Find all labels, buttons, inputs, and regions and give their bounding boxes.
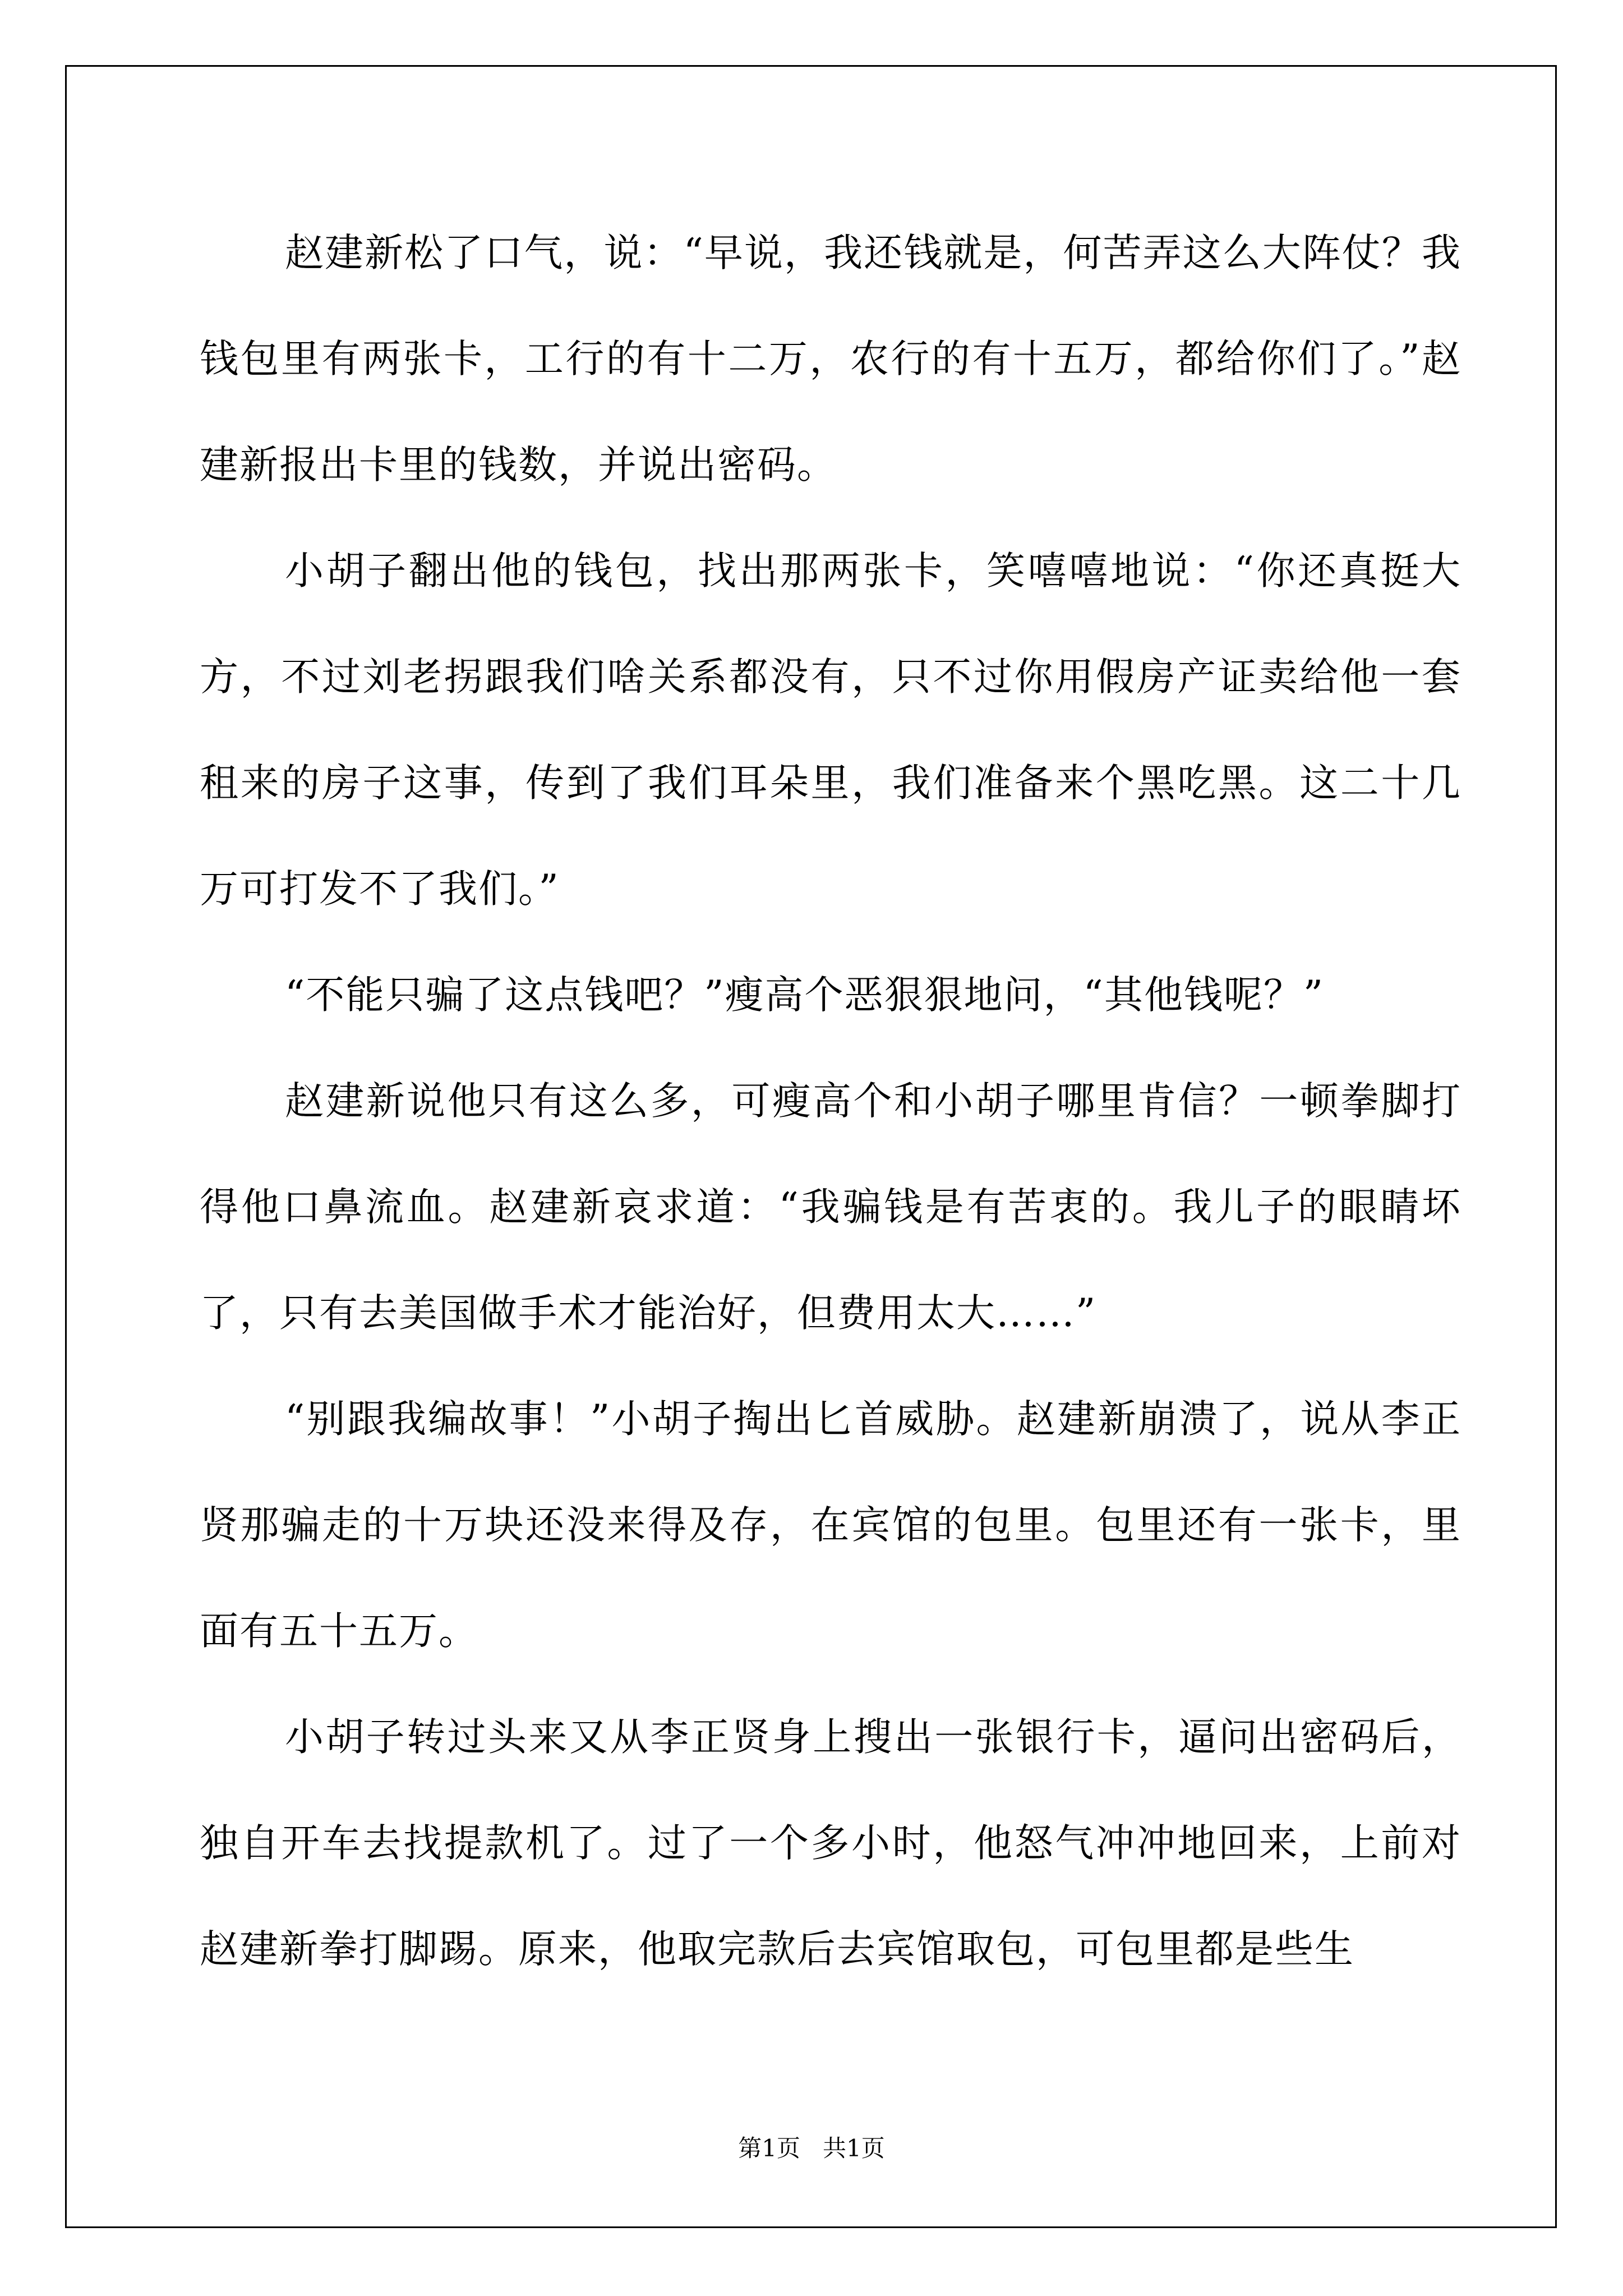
- paragraph: 小胡子翻出他的钱包，找出那两张卡，笑嘻嘻地说：“你还真挺大方，不过刘老拐跟我们啥关系都没有，只不过你用假房产证卖给他一套租来的房子这事，传到了我们耳朵里，我们准备来个黑吃黑。这二十几万可打发不了我们。”: [200, 549, 1461, 912]
- paragraph: 赵建新说他只有这么多，可瘦高个和小胡子哪里肯信？一顿拳脚打得他口鼻流血。赵建新哀求道：“我骗钱是有苦衷的。我儿子的眼睛坏了，只有去美国做手术才能治好，但费用太大……”: [200, 1079, 1461, 1336]
- page-total: 共1页: [823, 2134, 885, 2162]
- page-footer: [0, 2130, 1623, 2164]
- paragraph: 赵建新松了口气，说：“早说，我还钱就是，何苦弄这么大阵仗？我钱包里有两张卡，工行的有十二万，农行的有十五万，都给你们了。”赵建新报出卡里的钱数，并说出密码。: [200, 231, 1461, 487]
- page-number: 第1页: [738, 2134, 800, 2162]
- paragraph: 小胡子转过头来又从李正贤身上搜出一张银行卡，逼问出密码后，独自开车去找提款机了。过了一个多小时，他怒气冲冲地回来，上前对赵建新拳打脚踢。原来，他取完款后去宾馆取包，可包里都是些生: [200, 1715, 1461, 1972]
- document-body: [200, 200, 1461, 2003]
- paragraph: “别跟我编故事！”小胡子掏出匕首威胁。赵建新崩溃了，说从李正贤那骗走的十万块还没来得及存，在宾馆的包里。包里还有一张卡，里面有五十五万。: [200, 1397, 1461, 1654]
- paragraph: “不能只骗了这点钱吧？”瘦高个恶狠狠地问，“其他钱呢？”: [285, 973, 1325, 1018]
